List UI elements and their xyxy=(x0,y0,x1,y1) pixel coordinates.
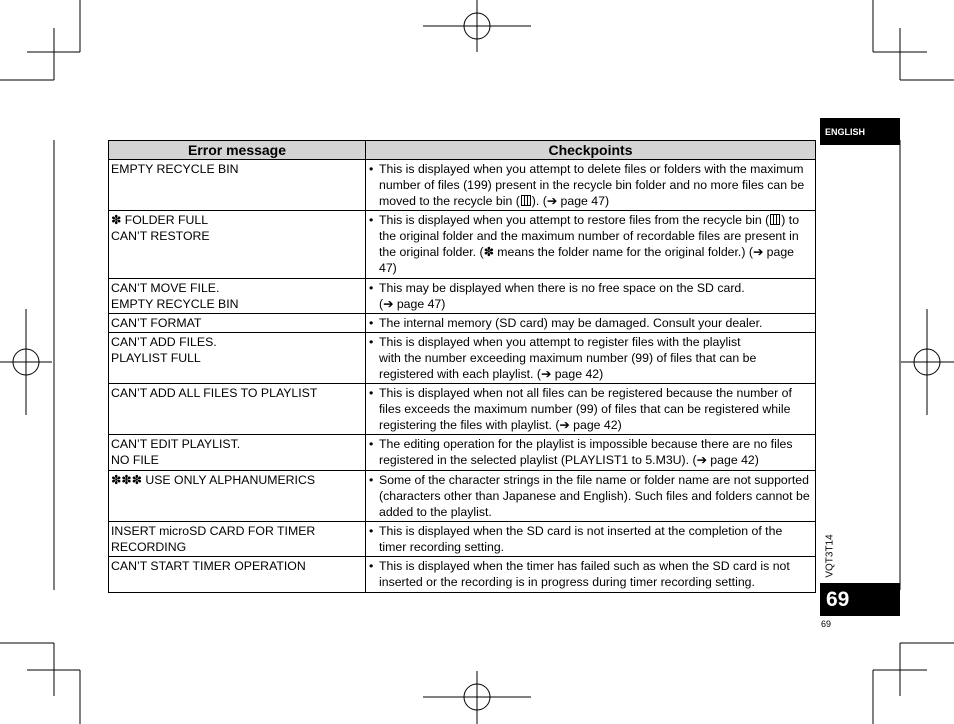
error-message: CAN’T START TIMER OPERATION xyxy=(109,557,366,593)
checkpoint: • This is displayed when not all files can be registered because the number of files exceeds the maximum number (99) of files that can be registered while registering the files with playlist. (➔ page 42) xyxy=(366,384,816,435)
error-message-table xyxy=(108,140,816,593)
error-message: CAN’T MOVE FILE. EMPTY RECYCLE BIN xyxy=(109,279,366,314)
checkpoint: • This is displayed when the SD card is not inserted at the completion of the timer recording setting. xyxy=(366,522,816,557)
recycle-bin-icon xyxy=(521,195,531,206)
checkpoint: • This is displayed when you attempt to delete files or folders with the maximum number of files (199) present in the recycle bin folder and no more files can be moved to the recycle bin ( ). (➔ page 47) xyxy=(366,160,816,211)
error-message: CAN’T ADD ALL FILES TO PLAYLIST xyxy=(109,384,366,435)
error-message: EMPTY RECYCLE BIN xyxy=(109,160,366,211)
error-message: ✽✽✽ USE ONLY ALPHANUMERICS xyxy=(109,471,366,522)
table-row xyxy=(109,435,816,471)
recycle-bin-icon xyxy=(770,214,780,225)
table-row xyxy=(109,333,816,384)
error-message: ✽ FOLDER FULL CAN’T RESTORE xyxy=(109,211,366,279)
error-message: INSERT microSD CARD FOR TIMER RECORDING xyxy=(109,522,366,557)
page-number: 69 xyxy=(820,583,900,616)
table-row xyxy=(109,471,816,522)
checkpoint: • The internal memory (SD card) may be damaged. Consult your dealer. xyxy=(366,314,816,333)
table-row xyxy=(109,384,816,435)
table-row xyxy=(109,522,816,557)
error-message: CAN’T FORMAT xyxy=(109,314,366,333)
table-row xyxy=(109,314,816,333)
checkpoint: • The editing operation for the playlist is impossible because there are no files registered in the selected playlist (PLAYLIST1 to 5.M3U). (➔ page 42) xyxy=(366,435,816,471)
checkpoint: • This is displayed when you attempt to register files with the playlist with the number exceeding maximum number (99) of files that can be registered with each playlist. (➔ page 42) xyxy=(366,333,816,384)
language-tab: ENGLISH xyxy=(820,118,900,145)
table-row xyxy=(109,279,816,314)
model-code: VQT3T14 xyxy=(824,534,836,578)
checkpoint: • Some of the character strings in the file name or folder name are not supported (characters other than Japanese and English). Such files and folders cannot be added to the playlist. xyxy=(366,471,816,522)
table-row xyxy=(109,160,816,211)
checkpoint: • This may be displayed when there is no free space on the SD card. (➔ page 47) xyxy=(366,279,816,314)
column-header-checkpoints: Checkpoints xyxy=(366,141,816,160)
checkpoint: • This is displayed when the timer has failed such as when the SD card is not inserted or the recording is in progress during timer recording setting. xyxy=(366,557,816,593)
page-number-small: 69 xyxy=(821,619,832,629)
checkpoint: • This is displayed when you attempt to restore files from the recycle bin ( ) to the original folder and the maximum number of recordable files are present in the original folder. (✽ means the folder name for the original folder.) (➔ page 47) xyxy=(366,211,816,279)
table-row xyxy=(109,211,816,279)
error-message: CAN’T EDIT PLAYLIST. NO FILE xyxy=(109,435,366,471)
column-header-error-message: Error message xyxy=(109,141,366,160)
error-message: CAN’T ADD FILES. PLAYLIST FULL xyxy=(109,333,366,384)
table-header-row xyxy=(109,141,816,160)
table-row xyxy=(109,557,816,593)
